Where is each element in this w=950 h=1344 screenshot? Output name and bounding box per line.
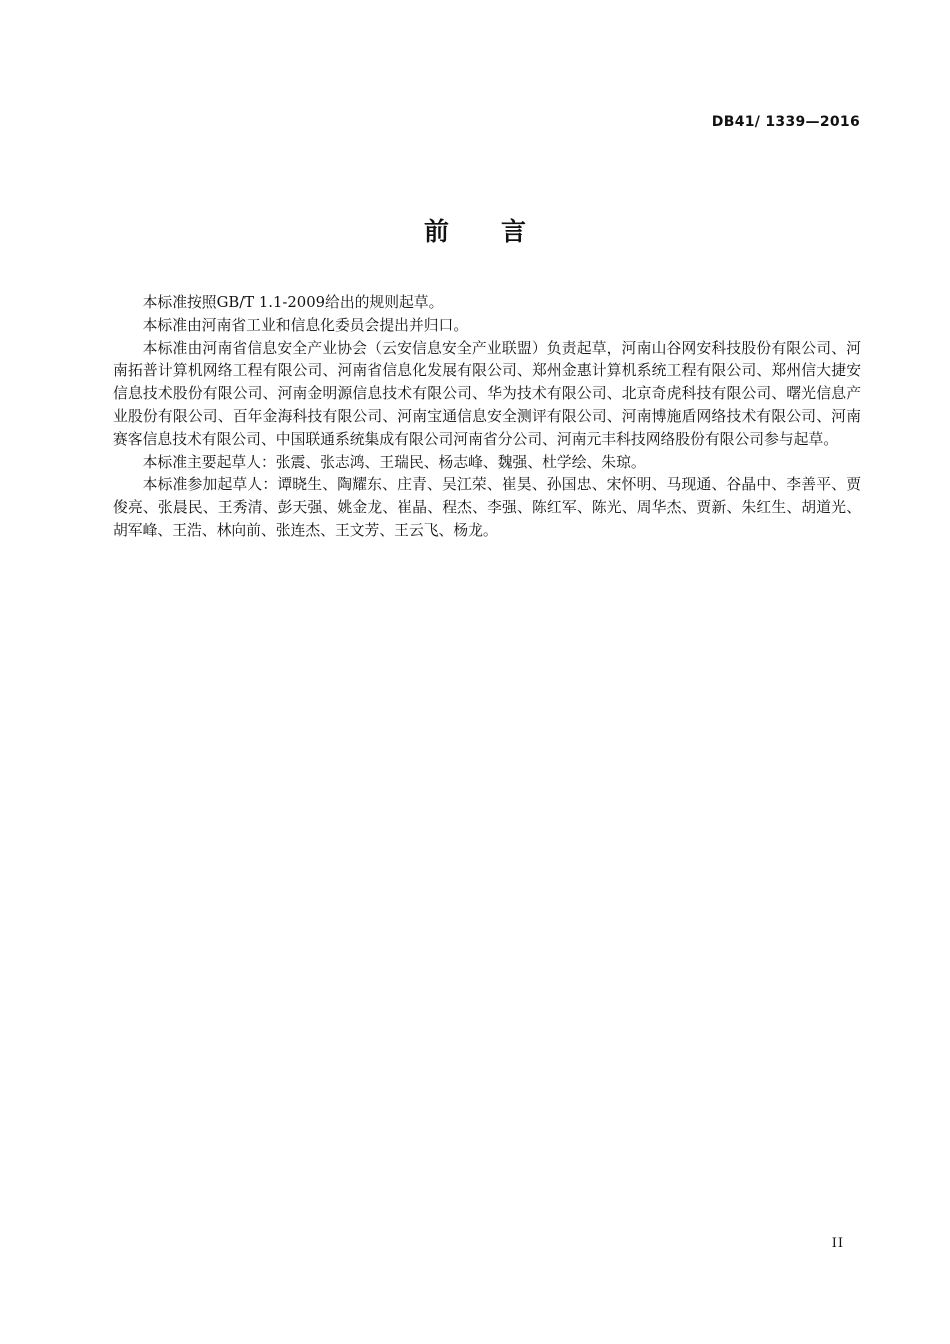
paragraph-drafting-rules: 本标准按照GB/T 1.1-2009给出的规则起草。	[142, 294, 444, 311]
paragraph-drafting-organizations: 本标准由河南省信息安全产业协会（云安信息安全产业联盟）负责起草，河南山谷网安科技股份有限公司、河南拓普计算机网络工程有限公司、河南省信息化发展有限公司、郑州金惠计算机系统工程有限公司、郑州信大捷安信息技术股份有限公司、河南金明源信息技术有限公司、华为技术有限公司、北京奇虎科技有限公司、曙光信息产业股份有限公司、百年金海科技有限公司、河南宝通信息安全测评有限公司、河南博施盾网络技术有限公司、河南赛客信息技术有限公司、中国联通系统集成有限公司河南省分公司、河南元丰科技网络股份有限公司参与起草。	[113, 339, 861, 448]
paragraph-proposer: 本标准由河南省工业和信息化委员会提出并归口。	[142, 316, 469, 334]
foreword-body	[113, 292, 861, 543]
standard-code: DB41/ 1339—2016	[711, 114, 860, 130]
paragraph-main-drafters: 本标准主要起草人：张震、张志鸿、王瑞民、杨志峰、魏强、杜学绘、朱琼。	[142, 453, 646, 471]
title-char-2: 言	[501, 217, 527, 246]
page-title	[0, 212, 950, 248]
title-char-1: 前	[423, 217, 449, 246]
paragraph-participating-drafters: 本标准参加起草人：谭晓生、陶耀东、庄青、吴江荣、崔昊、孙国忠、宋怀明、马现通、谷晶中、李善平、贾俊亮、张晨民、王秀清、彭天强、姚金龙、崔晶、程杰、李强、陈红军、陈光、周华杰、贾新、朱红生、胡道光、胡军峰、王浩、林向前、张连杰、王文芳、王云飞、杨龙。	[113, 476, 861, 539]
page-number: II	[831, 1236, 844, 1251]
